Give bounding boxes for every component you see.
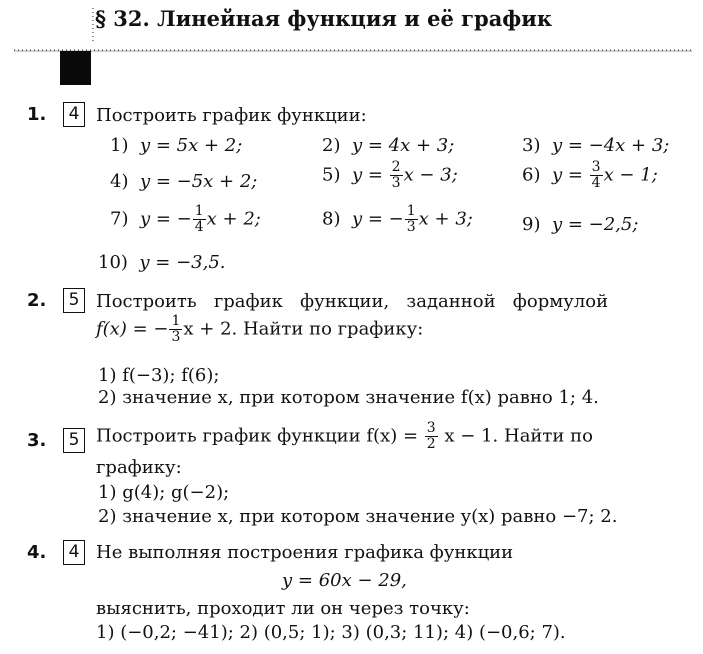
list-item: 5) y = $\frac{2}{3}$ x − 3;: [322, 159, 458, 191]
problem-number: 3.: [27, 430, 47, 451]
list-item: 1) y = 5x + 2;: [110, 135, 243, 156]
problem-number: 4.: [27, 542, 47, 563]
list-item: 4) y = −5x + 2;: [110, 171, 258, 192]
list-item: 10) y = −3,5.: [98, 252, 226, 273]
difficulty-badge: 4: [63, 540, 85, 565]
problem-number: 1.: [27, 104, 47, 125]
sub-question: 1) g(4); g(−2);: [98, 482, 230, 503]
problem-number: 2.: [27, 290, 47, 311]
list-item: 7) y = − $\frac{1}{4}$ x + 2;: [110, 203, 261, 235]
difficulty-badge: 5: [63, 288, 85, 313]
problem-text: Не выполняя построения графика функции: [96, 542, 514, 563]
vertical-dots: [91, 8, 95, 44]
problem-intro: Построить график функции:: [96, 105, 367, 126]
list-item: 3) y = −4x + 3;: [522, 135, 670, 156]
problem-text: Построить график функции, заданной формулой: [96, 291, 609, 312]
formula: y = 60x − 29,: [282, 570, 407, 591]
problem-text: выяснить, проходит ли он через точку:: [96, 598, 470, 619]
sub-question: 2) значение x, при котором значение y(x) равно −7; 2.: [98, 506, 618, 527]
sub-question: 2) значение x, при котором значение f(x) равно 1; 4.: [98, 387, 599, 408]
problem-text: графику:: [96, 457, 182, 478]
problem-text: f(x) = − $\frac{1}{3}$ x + 2. Найти по графику:: [96, 313, 424, 345]
list-item: 6) y = $\frac{3}{4}$ x − 1;: [522, 159, 658, 191]
page-title: § 32. Линейная функция и её график: [95, 6, 552, 31]
sub-question: 1) f(−3); f(6);: [98, 365, 220, 386]
list-item: 2) y = 4x + 3;: [322, 135, 455, 156]
problem-text: Построить график функции f(x) = $\frac{3}{2}$ x − 1. Найти по: [96, 420, 593, 452]
corner-block: [60, 51, 91, 85]
list-item: 9) y = −2,5;: [522, 214, 639, 235]
difficulty-badge: 5: [63, 428, 85, 453]
points-list: 1) (−0,2; −41); 2) (0,5; 1); 3) (0,3; 11); 4) (−0,6; 7).: [96, 622, 566, 643]
ruler-divider: [14, 46, 692, 58]
difficulty-badge: 4: [63, 102, 85, 127]
list-item: 8) y = − $\frac{1}{3}$ x + 3;: [322, 203, 473, 235]
